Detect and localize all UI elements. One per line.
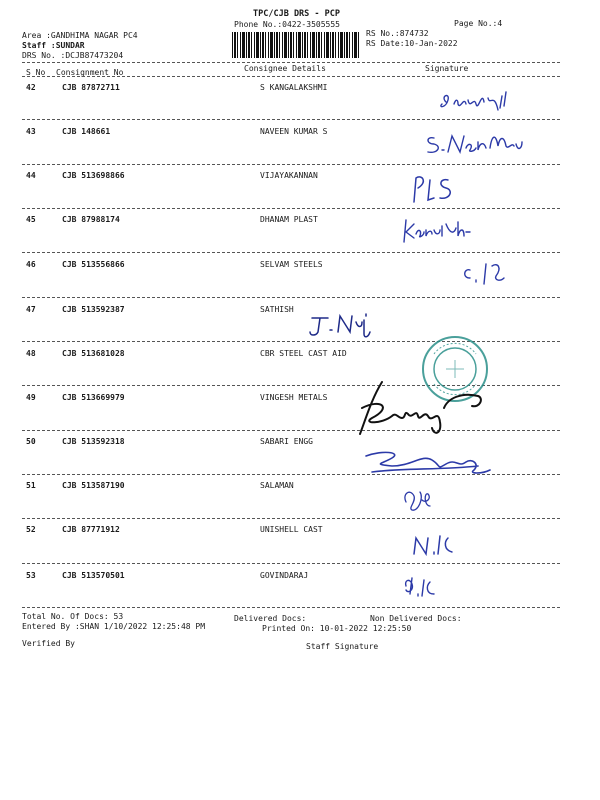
row-consignee: GOVINDARAJ: [260, 571, 309, 580]
row-consignment: CJB 513556866: [62, 260, 125, 269]
delivered-docs: Delivered Docs:: [234, 614, 307, 623]
row-consignee: DHANAM PLAST: [260, 215, 318, 224]
signature-mark-44: [408, 172, 458, 206]
total-docs: Total No. Of Docs: 53: [22, 612, 124, 621]
printed-on: Printed On: 10-01-2022 12:25:50: [262, 624, 412, 633]
header-divider: [22, 62, 560, 63]
row-divider: [22, 563, 560, 564]
row-consignment: CJB 513669979: [62, 393, 125, 402]
table-row: [0, 215, 600, 227]
row-divider: [22, 607, 560, 608]
row-sno: 51: [26, 481, 36, 490]
area-label: Area :GANDHIMA NAGAR PC4: [22, 31, 138, 40]
signature-mark-45: [400, 214, 480, 246]
document-title: TPC/CJB DRS - PCP: [253, 9, 340, 19]
page-number: Page No.:4: [454, 19, 503, 28]
row-sno: 44: [26, 171, 36, 180]
col-consignment: Consignment No: [56, 68, 124, 77]
row-consignee: VINGESH METALS: [260, 393, 328, 402]
entered-by: Entered By :SHAN 1/10/2022 12:25:48 PM: [22, 622, 206, 631]
row-consignee: UNISHELL CAST: [260, 525, 323, 534]
table-row: [0, 171, 600, 183]
staff-signature-label: Staff Signature: [306, 642, 379, 651]
row-sno: 52: [26, 525, 36, 534]
row-consignment: CJB 513592387: [62, 305, 125, 314]
col-consignee: Consignee Details: [244, 64, 326, 73]
row-consignment: CJB 513592318: [62, 437, 125, 446]
row-divider: [22, 297, 560, 298]
table-row: [0, 393, 600, 405]
non-delivered-docs: Non Delivered Docs:: [370, 614, 462, 623]
signature-mark-50: [362, 444, 502, 476]
barcode: [232, 32, 360, 58]
drs-number: DRS No. :DCJB87473204: [22, 51, 124, 60]
row-sno: 50: [26, 437, 36, 446]
row-sno: 42: [26, 83, 36, 92]
row-consignment: CJB 87872711: [62, 83, 120, 92]
signature-mark-47: [306, 308, 378, 340]
row-sno: 49: [26, 393, 36, 402]
row-consignment: CJB 87771912: [62, 525, 120, 534]
table-row: [0, 525, 600, 537]
row-consignment: CJB 513587190: [62, 481, 125, 490]
row-consignee: VIJAYAKANNAN: [260, 171, 318, 180]
signature-mark-42: [436, 84, 526, 118]
phone-number: Phone No.:0422-3505555: [234, 20, 340, 29]
row-consignment: CJB 513570501: [62, 571, 125, 580]
row-consignee: SALAMAN: [260, 481, 294, 490]
signature-mark-46: [456, 258, 516, 288]
row-divider: [22, 252, 560, 253]
col-signature: Signature: [425, 64, 469, 73]
row-consignee: SABARI ENGG: [260, 437, 313, 446]
rs-number: RS No.:874732: [366, 29, 429, 38]
row-divider: [22, 208, 560, 209]
row-sno: 47: [26, 305, 36, 314]
table-row: [0, 437, 600, 449]
row-consignment: CJB 148661: [62, 127, 111, 136]
row-consignee: SATHISH: [260, 305, 294, 314]
col-sno: S No: [26, 68, 46, 77]
row-divider: [22, 119, 560, 120]
signature-mark-51: [398, 484, 438, 514]
rs-date: RS Date:10-Jan-2022: [366, 39, 458, 48]
table-row: [0, 305, 600, 317]
signature-mark-53: [400, 572, 450, 600]
row-sno: 43: [26, 127, 36, 136]
signature-mark-49: [352, 378, 492, 440]
row-consignee: S KANGALAKSHMI: [260, 83, 328, 92]
row-consignment: CJB 513698866: [62, 171, 125, 180]
row-divider: [22, 164, 560, 165]
row-divider: [22, 518, 560, 519]
table-row: [0, 571, 600, 583]
row-sno: 45: [26, 215, 36, 224]
row-consignment: CJB 513681028: [62, 349, 125, 358]
row-sno: 48: [26, 349, 36, 358]
row-consignee: SELVAM STEELS: [260, 260, 323, 269]
row-consignee: NAVEEN KUMAR S: [260, 127, 328, 136]
verified-by: Verified By: [22, 639, 75, 648]
row-consignee: CBR STEEL CAST AID: [260, 349, 347, 358]
row-consignment: CJB 87988174: [62, 215, 120, 224]
columns-divider: [22, 76, 560, 77]
table-row: [0, 349, 600, 361]
staff-label: Staff :SUNDAR: [22, 41, 85, 50]
row-sno: 53: [26, 571, 36, 580]
row-sno: 46: [26, 260, 36, 269]
signature-mark-43: [420, 128, 530, 158]
signature-mark-52: [408, 528, 464, 558]
table-row: [0, 481, 600, 493]
